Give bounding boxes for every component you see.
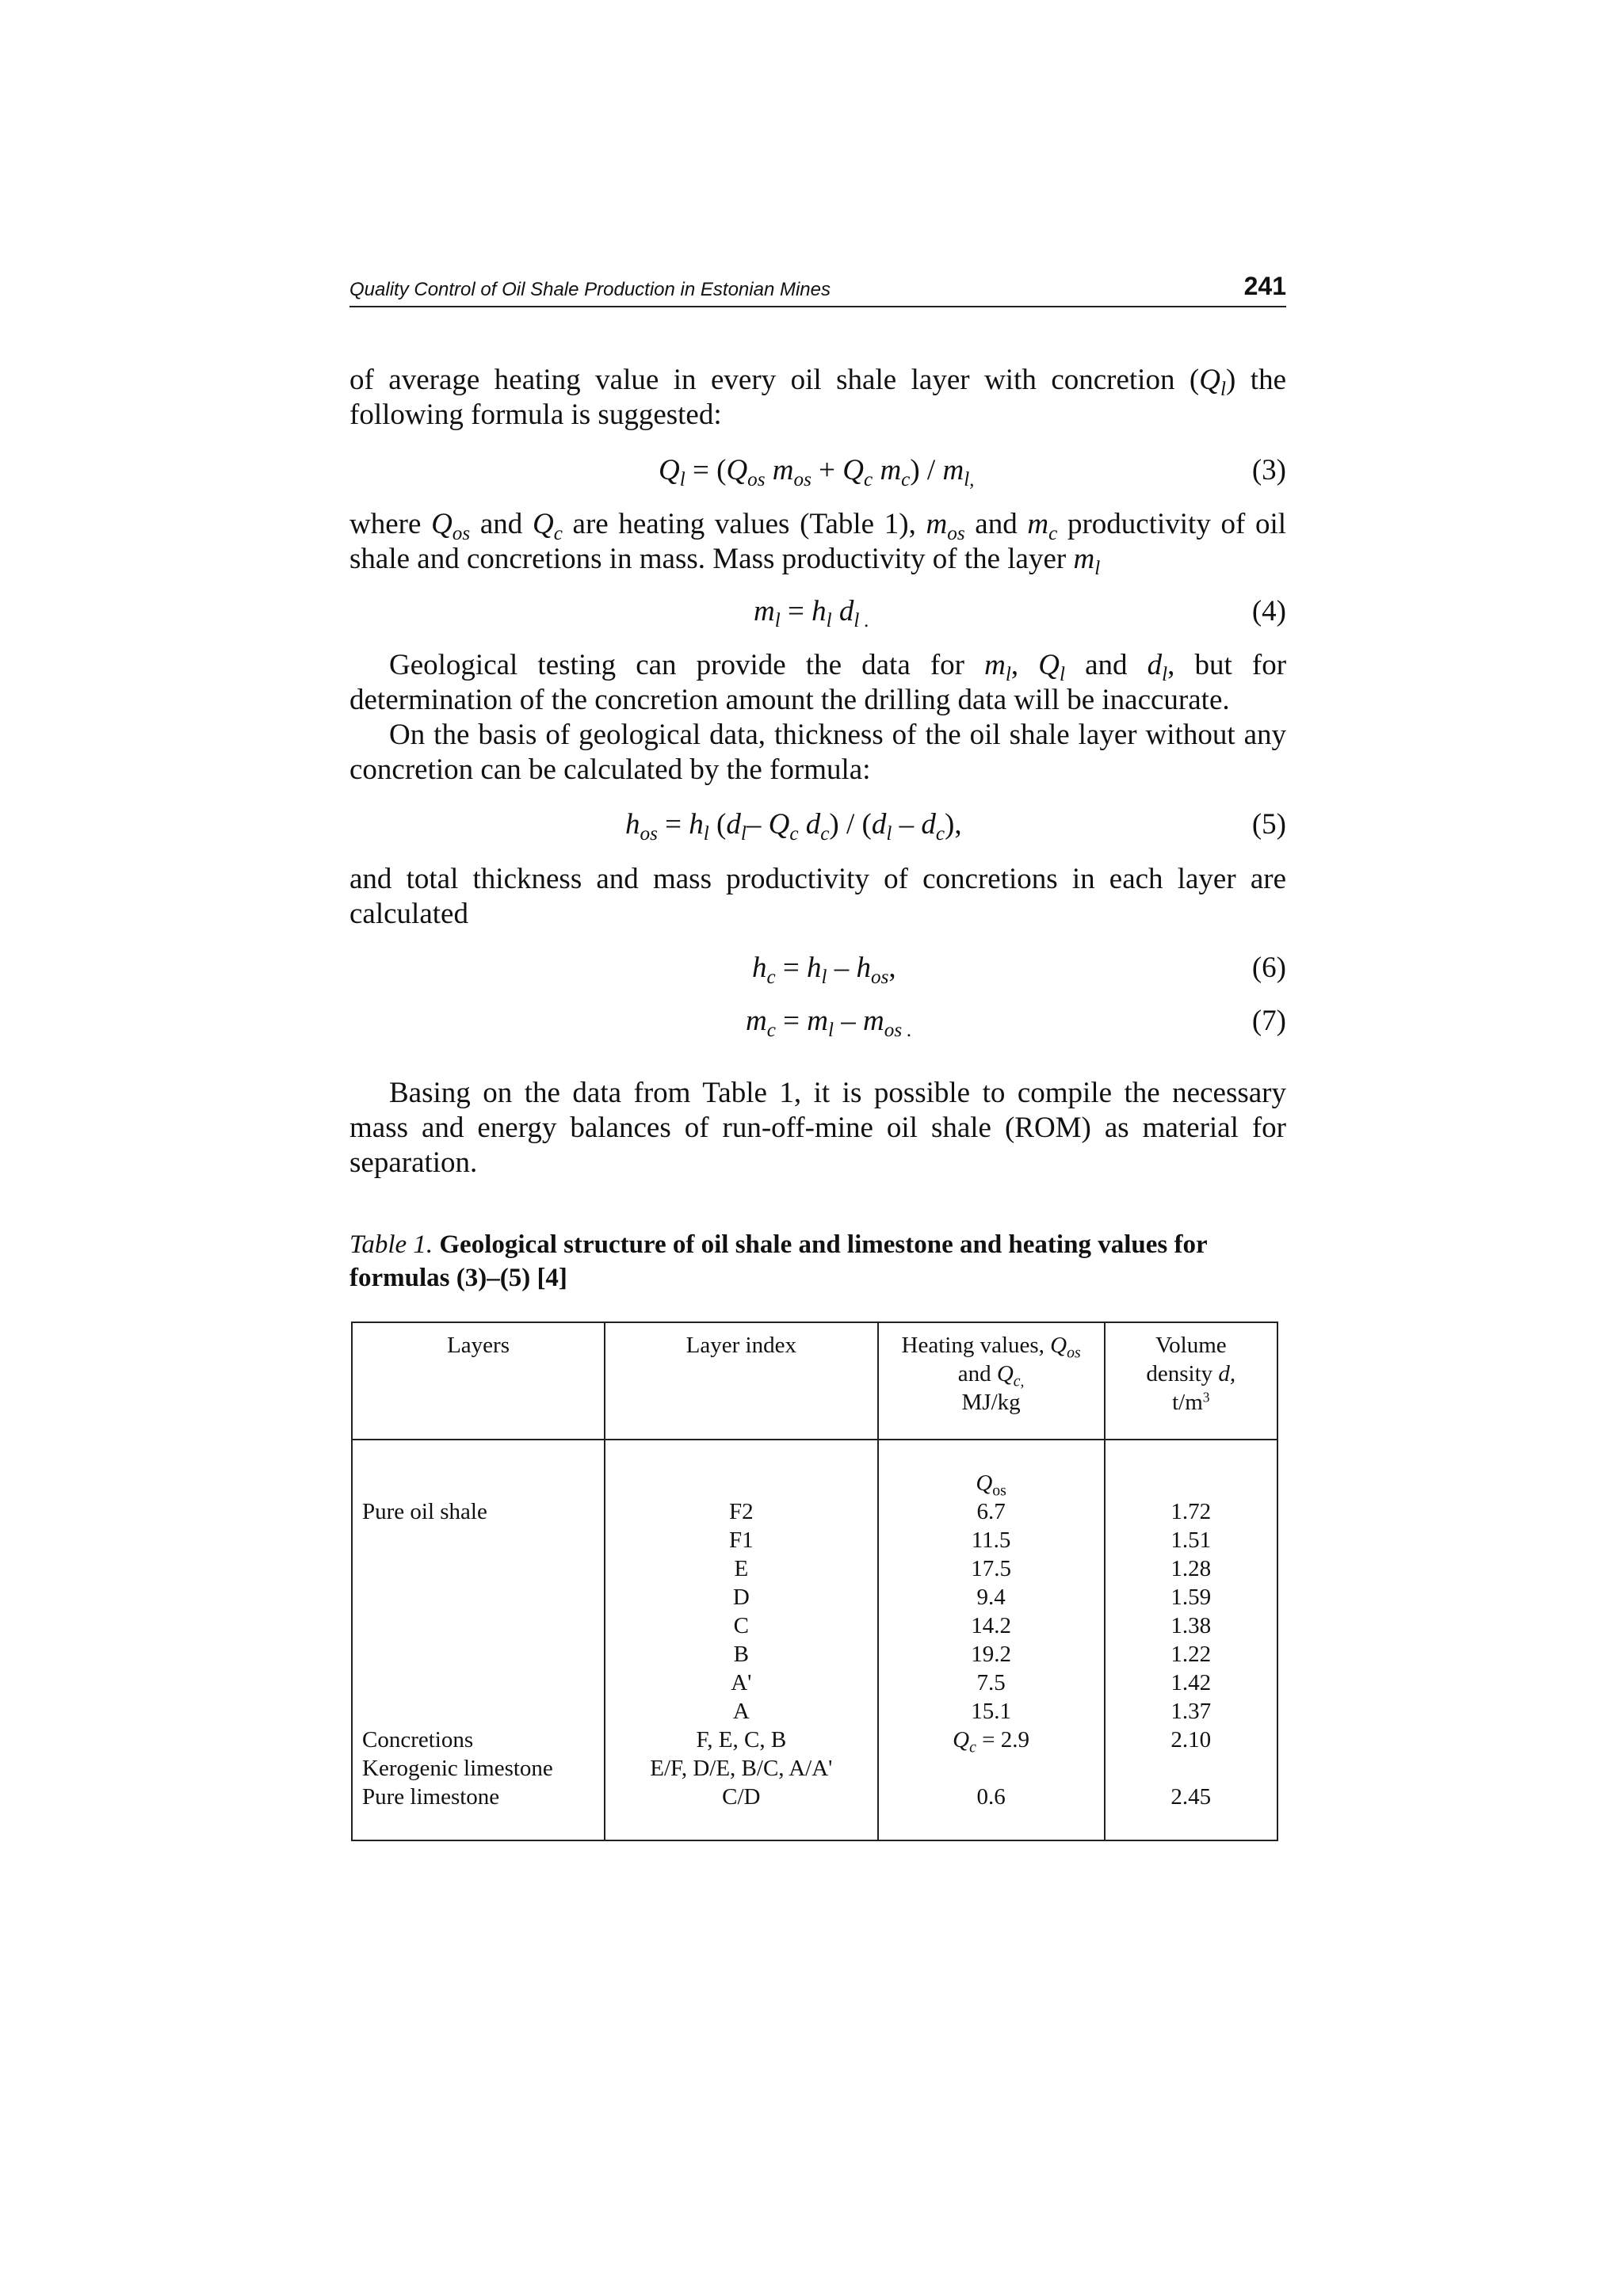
intro-text-a: of average heating value in every oil shale layer with concretion (: [349, 364, 1200, 396]
paragraph-basis: On the basis of geological data, thickness of the oil shale layer without any concretion can be calculated by the formula:: [349, 719, 1286, 786]
heating-value: [888, 1754, 1094, 1783]
header-volume-density: Volume density d, $t/m^3$: [1105, 1322, 1277, 1440]
basing-text: Basing on the data from Table 1, it is possible to compile the necessary mass and energy balances of run-off-mine oil shale (ROM) as material for separation.: [349, 1077, 1286, 1179]
table-caption-label: Table 1.: [349, 1230, 433, 1259]
table-header-row: [352, 1322, 1277, 1440]
layer-index: F1: [729, 1527, 754, 1553]
heating-value: 9.4: [976, 1585, 1006, 1610]
layer-index: E: [734, 1556, 749, 1581]
layer-index: A: [732, 1699, 750, 1724]
intro-text-b: ) the following formula is suggested:: [349, 364, 1286, 431]
density-header-unit: t/m: [1172, 1390, 1203, 1415]
equation-7-expression: $m_c = m_l - m_{os .}$: [746, 1005, 912, 1042]
paragraph-where: where $Q_{os}$ and $Q_c$ are heating values (Table 1), $m_{os}$ and $m_c$ productivity of oil shale and concretions in mass. Mass productivity of the layer $m_l$: [349, 508, 1287, 580]
equation-6: [349, 951, 1286, 989]
equation-5: [349, 807, 1286, 845]
table-caption: [349, 1228, 1286, 1295]
qos-subheader: $Q_{os}$: [976, 1470, 1006, 1500]
heating-header-unit: MJ/kg: [961, 1390, 1021, 1415]
heating-value-concretions: $Q_c = 2.9$: [953, 1727, 1029, 1756]
density-header-line2: density: [1146, 1361, 1213, 1386]
header-heating-values: Heating values, $Q_{os}$ and $Q_{c,}$ MJ/kg: [878, 1322, 1105, 1440]
equation-5-number: (5): [1251, 808, 1286, 841]
layer-name: Kerogenic limestone: [362, 1756, 553, 1781]
paragraph-basing: [349, 1076, 1286, 1180]
heating-value: 0.6: [976, 1784, 1006, 1810]
qos-subscript: os: [992, 1482, 1006, 1500]
testing-text-c: , but for determination of the concretion amount the drilling data will be inaccurate.: [349, 649, 1287, 716]
heating-value: 7.5: [976, 1670, 1006, 1695]
testing-text-a: Geological testing can provide the data for: [389, 649, 964, 681]
heating-value: 14.2: [971, 1613, 1011, 1638]
total-text: and total thickness and mass productivity of concretions in each layer are calculated: [349, 863, 1286, 930]
heating-value-column: [878, 1440, 1105, 1840]
layer-index: F2: [729, 1499, 754, 1524]
equation-4-expression: $m_l = h_l$ $d_{l .}$: [754, 595, 869, 632]
qc-value: = 2.9: [982, 1727, 1029, 1753]
density-value: 1.28: [1170, 1556, 1212, 1581]
where-mid: are heating values (Table 1),: [572, 508, 916, 540]
where-end: productivity of oil shale and concretions in mass. Mass productivity of the layer: [349, 508, 1287, 575]
paragraph-testing: Geological testing can provide the data for $m_l$, $Q_l$ and $d_l$, but for determination of the concretion amount the drilling data will be inaccurate. On the basis of geological data, thickness of the oil shale layer without any concretion can be calculated by the formula:: [349, 649, 1287, 786]
density-value: 1.37: [1170, 1699, 1212, 1724]
density-value: 1.38: [1170, 1613, 1212, 1638]
density-value: [1115, 1754, 1267, 1783]
layer-index: D: [732, 1585, 750, 1610]
density-value: 1.59: [1170, 1585, 1212, 1610]
heating-value: 15.1: [971, 1699, 1011, 1724]
running-header: [349, 261, 1286, 307]
density-value: 2.10: [1170, 1727, 1212, 1753]
density-column: [1105, 1440, 1277, 1840]
equation-7-number: (7): [1251, 1005, 1286, 1037]
equation-3-number: (3): [1251, 454, 1286, 486]
layers-column: [352, 1440, 605, 1840]
equation-6-number: (6): [1251, 952, 1286, 984]
paragraph-total: [349, 862, 1286, 932]
page-number: 241: [1243, 272, 1286, 300]
equation-3-expression: $Q_l = (Q_{os}$ $m_{os} + Q_c$ $m_c) / m_{l,}$: [659, 454, 975, 491]
heating-value: 17.5: [971, 1556, 1011, 1581]
heating-value: 11.5: [971, 1527, 1011, 1553]
layer-name: Pure oil shale: [362, 1499, 487, 1524]
layer-name: Concretions: [362, 1727, 474, 1753]
testing-and: and: [1085, 649, 1128, 681]
heating-value: 6.7: [976, 1499, 1006, 1524]
density-value: 1.22: [1170, 1642, 1212, 1667]
layer-index: E/F, D/E, B/C, A/A': [650, 1756, 833, 1781]
equation-7: [349, 1004, 1286, 1042]
heating-value: 19.2: [971, 1642, 1011, 1667]
density-value: 1.51: [1170, 1527, 1212, 1553]
equation-6-expression: $h_c = h_l - h_{os}$,: [752, 952, 896, 989]
and-word-2: and: [975, 508, 1018, 540]
density-value: 1.72: [1170, 1499, 1212, 1524]
layer-index: F, E, C, B: [696, 1727, 787, 1753]
paragraph-intro: of average heating value in every oil shale layer with concretion $(Q_l)$ the following formula is suggested:: [349, 364, 1286, 431]
layer-name: Pure limestone: [362, 1784, 500, 1810]
table-caption-title: Geological structure of oil shale and limestone and heating values for formulas (3)–(5) [4]: [349, 1230, 1207, 1292]
header-layer-index: Layer index: [605, 1322, 878, 1440]
layer-index: C: [733, 1613, 749, 1638]
equation-3: [349, 453, 1286, 491]
equation-4-number: (4): [1251, 595, 1286, 627]
running-title: Quality Control of Oil Shale Production in Estonian Mines: [349, 279, 831, 300]
layer-index: B: [733, 1642, 749, 1667]
heating-header-and: and: [957, 1361, 991, 1386]
equation-5-expression: $h_{os} = h_l$ ($d_l-$ $Q_c$ $d_c) / (d_l - d_c)$,: [625, 808, 962, 845]
and-word: and: [479, 508, 523, 540]
density-value: 2.45: [1170, 1784, 1212, 1810]
geology-table: [351, 1322, 1278, 1841]
heating-header-line1: Heating values,: [901, 1333, 1044, 1358]
density-value: 1.42: [1170, 1670, 1212, 1695]
density-header-line1: Volume: [1155, 1333, 1227, 1358]
header-layers: Layers: [352, 1322, 605, 1440]
where-word: where: [349, 508, 422, 540]
layer-index-column: [605, 1440, 878, 1840]
layer-index: A': [731, 1670, 752, 1695]
layer-index: C/D: [722, 1784, 761, 1810]
equation-4: [349, 594, 1286, 632]
table-body-row: [352, 1440, 1277, 1840]
